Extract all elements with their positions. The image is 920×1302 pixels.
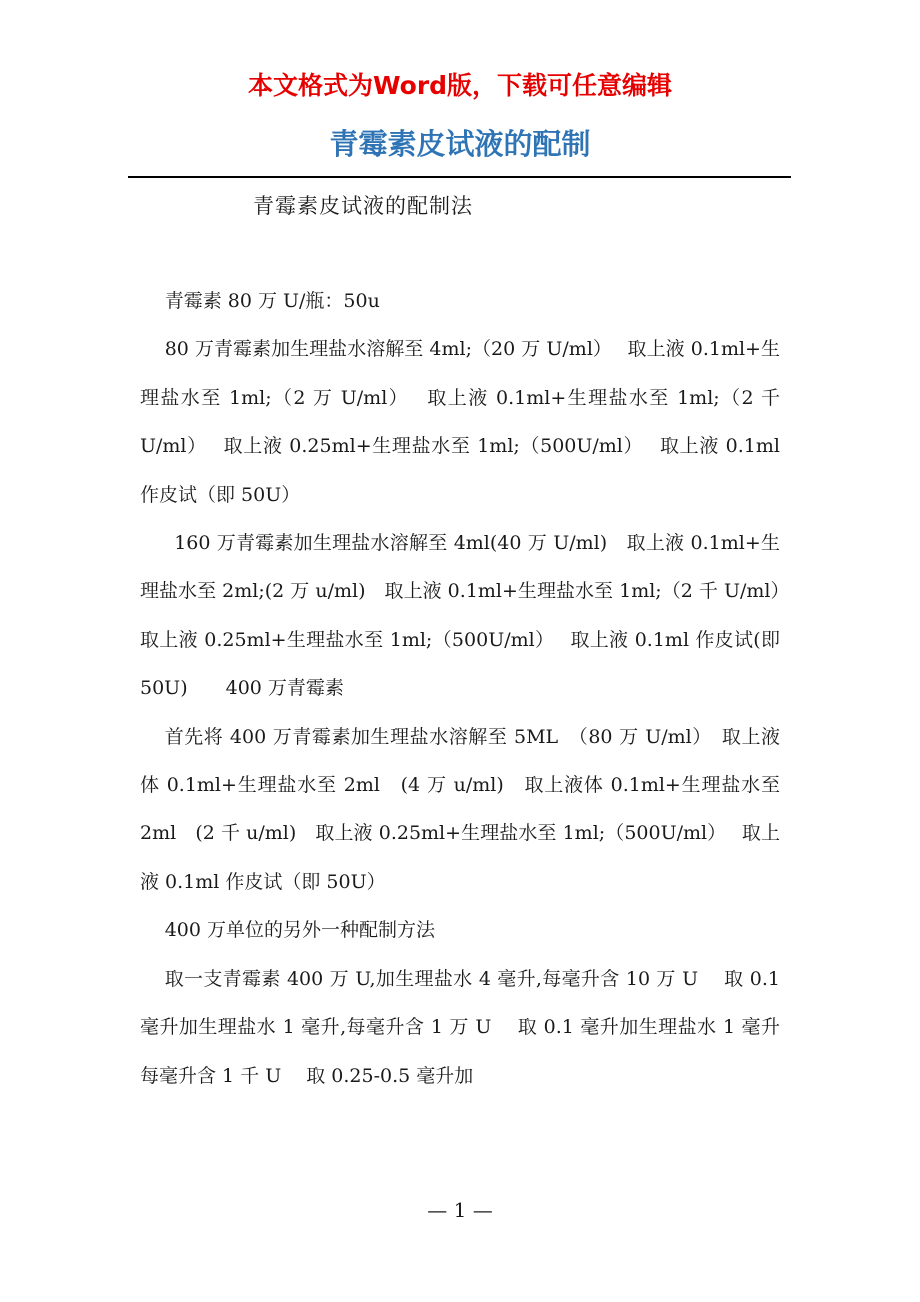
paragraph-alt-method-heading: 400 万单位的另外一种配制方法: [164, 919, 435, 942]
paragraph-dosage: 青霉素 80 万 U/瓶：50u: [164, 290, 380, 312]
body-text: [140, 277, 806, 1100]
document-title: 青霉素皮试液的配制: [329, 127, 591, 161]
header-divider: [128, 176, 791, 178]
word-format-notice: 本文格式为Word版，下载可任意编辑: [247, 71, 673, 100]
paragraph-alt-method: 取一支青霉素 400 万 U,加生理盐水 4 毫升,每毫升含 10 万 U 取 0.1 毫升加生理盐水 1 毫升,每毫升含 1 万 U 取 0.1 毫升加生理盐水 1 毫升每毫升含 1 千 U 取 0.25-0.5 毫升加: [140, 967, 780, 1087]
paragraph-400wan-method: 首先将 400 万青霉素加生理盐水溶解至 5ML （80 万 U/ml） 取上液体 0.1ml+生理盐水至 2ml (4 万 u/ml) 取上液体 0.1ml+生理盐水至 2ml (2 千 u/ml) 取上液 0.25ml+生理盐水至 1ml;（500U/ml） 取上液 0.1ml 作皮试（即 50U）: [140, 725, 780, 893]
paragraph-160wan-method: 160 万青霉素加生理盐水溶解至 4ml(40 万 U/ml) 取上液 0.1ml+生理盐水至 2ml;(2 万 u/ml) 取上液 0.1ml+生理盐水至 1ml;（2 千 U/ml） 取上液 0.25ml+生理盐水至 1ml;（500U/ml） 取上液 0.1ml 作皮试(即 50U) 400 万青霉素: [140, 532, 806, 700]
page-number: — 1 —: [427, 1198, 493, 1222]
paragraph-80wan-method: 80 万青霉素加生理盐水溶解至 4ml;（20 万 U/ml） 取上液 0.1ml+生理盐水至 1ml;（2 万 U/ml） 取上液 0.1ml+生理盐水至 1ml;（2 千 U/ml） 取上液 0.25ml+生理盐水至 1ml;（500U/ml） 取上液 0.1ml 作皮试（即 50U）: [140, 338, 780, 506]
section-subtitle: 青霉素皮试液的配制法: [253, 194, 473, 218]
